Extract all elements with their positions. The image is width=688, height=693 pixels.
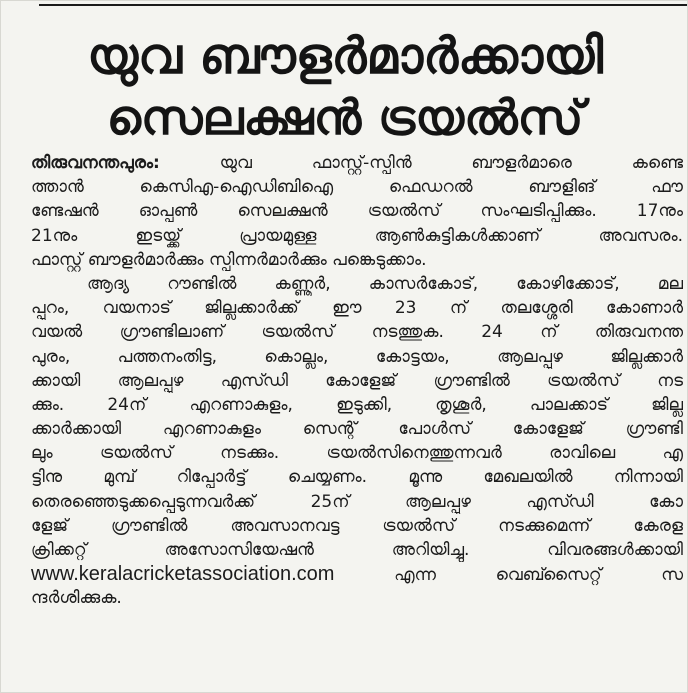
body-line: ലും ട്രയൽസ് നടക്കും. ട്രയൽസിനെത്തുന്നവർ രാവിലെ എ — [31, 443, 683, 464]
body-line: ന്ദർശിക്കുക. — [31, 588, 122, 609]
article-body — [31, 151, 683, 611]
top-rule — [39, 4, 688, 6]
body-text-segment: യുവ ഫാസ്റ്റ്-സ്പിൻ ബൗളർമാരെ കണ്ടെ — [219, 153, 683, 173]
website-url: www.keralacricketassociation.com — [31, 563, 335, 586]
body-line: ക്രിക്കറ്റ് അസോസിയേഷൻ അറിയിച്ചു. വിവരങ്ങൾക്കായി — [31, 540, 683, 560]
dateline: തിരുവനന്തപുരം: — [31, 153, 160, 173]
body-line: ക്കാർക്കായി എറണാകുളം സെന്റ് പോൾസ് കോളേജ് ഗ്രൗണ്ടി — [31, 419, 683, 440]
body-line: തെരഞ്ഞെടുക്കപ്പെടുന്നവർക്ക് 25ന് ആലപ്പുഴ എസ്ഡി കോ — [31, 491, 683, 512]
headline-line-1: യുവ ബൗളർമാർക്കായി — [86, 27, 604, 85]
body-line: ക്കായി ആലപ്പുഴ എസ്ഡി കോളേജ് ഗ്രൗണ്ടിൽ ട്രയൽസ് നട — [31, 370, 683, 391]
body-line: ട്ടിനു മുമ്പ് റിപ്പോർട്ട് ചെയ്യണം. മൂന്നു മേഖലയിൽ നിന്നായി — [31, 467, 683, 488]
headline-line-2: സെലക്ഷൻ ട്രയൽസ് — [106, 90, 584, 146]
body-line: പ്പുറം, വയനാട് ജില്ലക്കാർക്ക് ഈ 23 ന് തലശ്ശേരി കോണാർ — [31, 298, 683, 319]
body-line: ഫാസ്റ്റ് ബൗളർമാർക്കും സ്പിന്നർമാർക്കും പങ്കെടുക്കാം. — [31, 249, 427, 270]
body-line: 21നും ഇടയ്ക്ക് പ്രായമുള്ള ആൺകുട്ടികൾക്കാണ് അവസരം. — [31, 225, 683, 246]
body-line: ണ്ടേഷൻ ഓപ്പൺ സെലക്ഷൻ ട്രയൽസ് സംഘടിപ്പിക്കും. 17നും — [31, 201, 683, 222]
body-line: ക്കും. 24ന് എറണാകുളം, ഇടുക്കി, തൃശൂർ, പാലക്കാട് ജില്ല — [31, 394, 683, 415]
body-line: ത്താൻ കെസിഎ-ഐഡിബിഐ ഫെഡറൽ ബൗളിങ് ഫൗ — [31, 177, 683, 198]
body-text-segment: എന്ന വെബ്സൈറ്റ് സ — [394, 565, 683, 586]
body-line — [31, 151, 683, 175]
body-line — [31, 562, 683, 586]
body-line: ആദ്യ റൗണ്ടിൽ കണ്ണൂർ, കാസർകോട്, കോഴിക്കോട്, മല — [87, 273, 683, 294]
body-line: പുരം, പത്തനംതിട്ട, കൊല്ലം, കോട്ടയം, ആലപ്പുഴ ജില്ലക്കാർ — [31, 346, 683, 367]
body-line: ളേജ് ഗ്രൗണ്ടിൽ അവസാനവട്ട ട്രയൽസ് നടക്കുമെന്ന് കേരള — [31, 515, 683, 536]
body-line: വയൽ ഗ്രൗണ്ടിലാണ് ട്രയൽസ് നടത്തുക. 24 ന് തിരുവനന്ത — [31, 322, 683, 343]
